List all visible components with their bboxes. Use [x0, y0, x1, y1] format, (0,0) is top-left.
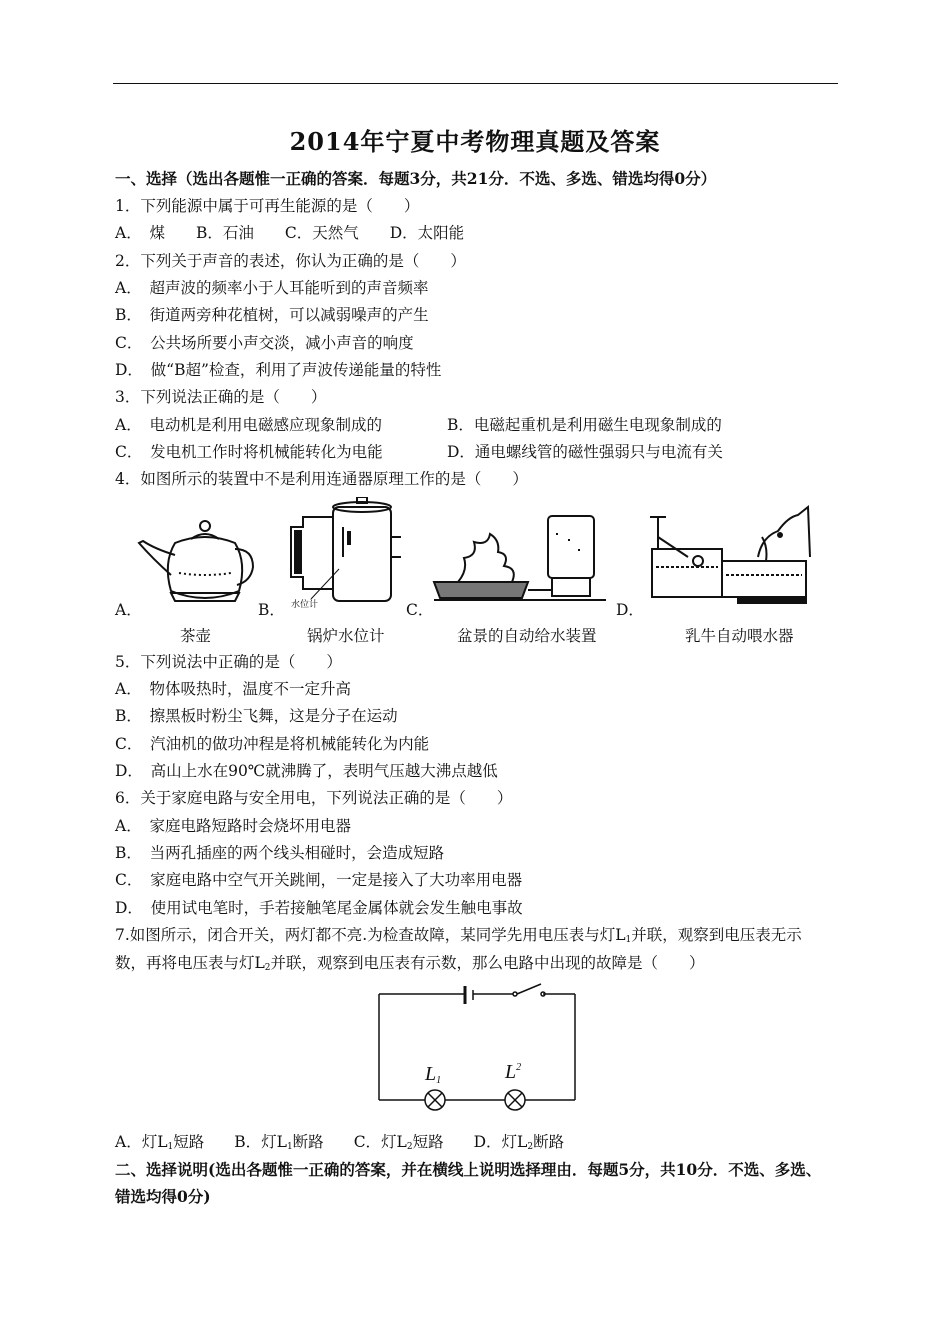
- q2-option-a: A． 超声波的频率小于人耳能听到的声音频率: [115, 279, 429, 297]
- q4-caption-c: 盆景的自动给水装置: [457, 627, 597, 645]
- q1-stem: 1．下列能源中属于可再生能源的是（ ）: [115, 197, 420, 215]
- q1-options: A． 煤 B．石油 C．天然气 D．太阳能: [115, 224, 465, 242]
- q4-label-b: B．: [258, 601, 285, 619]
- q6-option-c: C． 家庭电路中空气开关跳闸，一定是接入了大功率用电器: [115, 871, 523, 889]
- page-title: 2014年宁夏中考物理真题及答案: [289, 127, 661, 156]
- q5-option-c: C． 汽油机的做功冲程是将机械能转化为内能: [115, 735, 430, 753]
- q2-option-b: B． 街道两旁种花植树，可以减弱噪声的产生: [115, 306, 429, 324]
- q3-option-d: D．通电螺线管的磁性强弱只与电流有关: [447, 443, 723, 461]
- circuit-diagram: [377, 982, 577, 1112]
- lamp-l2-label: [504, 1061, 521, 1083]
- lamp-l2-sub: 2: [516, 1062, 522, 1073]
- q3-option-c: C． 发电机工作时将机械能转化为电能: [115, 443, 383, 461]
- q4-label-a: A．: [115, 601, 142, 619]
- q3-stem: 3．下列说法正确的是（ ）: [115, 388, 327, 406]
- q4-label-d: D．: [616, 601, 644, 619]
- q3-option-b: B．电磁起重机是利用磁生电现象制成的: [447, 416, 722, 434]
- lamp-l1-letter: L: [425, 1063, 437, 1085]
- lamp-l1-label: [424, 1063, 441, 1086]
- section-2-heading-line1: 二、选择说明(选出各题惟一正确的答案，并在横线上说明选择理由．每题5分，共10分．不选、多选、: [115, 1160, 822, 1179]
- q6-option-b: B． 当两孔插座的两个线头相碰时，会造成短路: [115, 844, 445, 862]
- section-1-heading: 一、选择（选出各题惟一正确的答案．每题3分，共21分．不选、多选、错选均得0分）: [115, 169, 717, 188]
- q7-option-d: D．灯$L_2$断路: [473, 1133, 565, 1152]
- q7-stem-line1: [115, 925, 802, 950]
- q5-option-a: A． 物体吸热时，温度不一定升高: [115, 680, 351, 698]
- q5-stem: 5．下列说法中正确的是（ ）: [115, 653, 342, 671]
- q4-label-c: C．: [406, 601, 434, 619]
- q2-option-d: D． 做“B超”检查，利用了声波传递能量的特性: [115, 361, 442, 379]
- boiler-gauge-figure: [283, 497, 413, 609]
- q5-option-d: D． 高山上水在90℃就沸腾了，表明气压越大沸点越低: [115, 762, 498, 780]
- q2-stem: 2．下列关于声音的表述，你认为正确的是（ ）: [115, 252, 466, 270]
- q7-option-c: C．灯$L_2$短路: [353, 1133, 444, 1152]
- cow-feeder-figure: [638, 497, 813, 609]
- q4-caption-b: 锅炉水位计: [307, 627, 385, 645]
- q7-stem-2a: 数，再将电压表与灯L: [115, 954, 265, 972]
- q7-stem-line2: [115, 953, 705, 978]
- q7-stem-2-sub: 2: [264, 963, 271, 973]
- q6-stem: 6．关于家庭电路与安全用电，下列说法正确的是（ ）: [115, 789, 513, 807]
- header-rule: [113, 83, 838, 84]
- q7-option-b: B．灯$L_1$断路: [234, 1133, 324, 1152]
- q7-options: [115, 1132, 564, 1157]
- gauge-caption: 水位计: [291, 599, 319, 609]
- q5-option-b: B． 擦黑板时粉尘飞舞，这是分子在运动: [115, 707, 398, 725]
- lamp-l2-letter: L: [505, 1061, 517, 1083]
- q6-option-d: D． 使用试电笔时，手若接触笔尾金属体就会发生触电事故: [115, 899, 523, 917]
- q2-option-c: C． 公共场所要小声交淡，减小声音的响度: [115, 334, 414, 352]
- teapot-figure: [135, 513, 265, 613]
- section-2-heading-line2: 错选均得0分): [115, 1187, 211, 1206]
- q4-stem: 4．如图所示的装置中不是利用连通器原理工作的是（ ）: [115, 470, 528, 488]
- q7-stem-1-sub: 1: [625, 935, 632, 945]
- q7-option-a: A．灯$L_1$短路: [115, 1133, 205, 1152]
- q7-stem-1b: 并联，观察到电压表无示: [631, 926, 802, 944]
- q6-option-a: A． 家庭电路短路时会烧坏用电器: [115, 817, 351, 835]
- q3-option-a: A． 电动机是利用电磁感应现象制成的: [115, 416, 382, 434]
- q4-caption-a: 茶壶: [180, 627, 212, 645]
- q7-stem-1a: 7.如图所示，闭合开关，两灯都不亮.为检查故障，某同学先用电压表与灯L: [115, 926, 626, 944]
- bonsai-water-figure: [428, 510, 608, 610]
- lamp-l1-sub: 1: [436, 1075, 442, 1086]
- q7-stem-2b: 并联，观察到电压表有示数，那么电路中出现的故障是（ ）: [270, 954, 705, 972]
- q4-caption-d: 乳牛自动喂水器: [685, 627, 794, 645]
